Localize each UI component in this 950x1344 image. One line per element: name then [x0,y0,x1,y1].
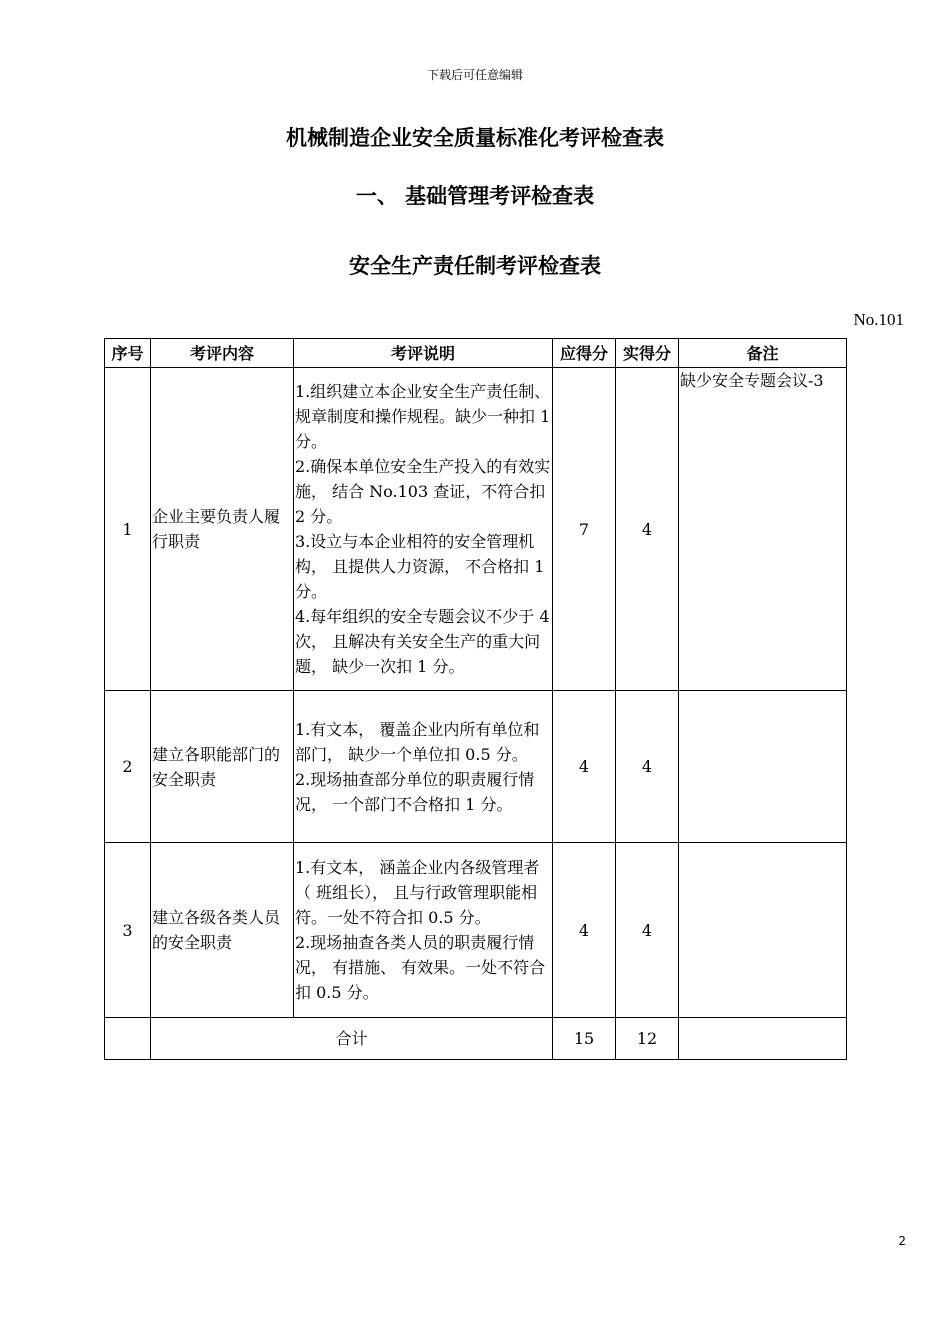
table-header-row [105,339,847,368]
desc-item: 2.现场抽查各类人员的职责履行情况， 有措施、 有效果。一处不符合扣 0.5 分。 [295,933,546,1002]
row-seq: 3 [105,843,151,1018]
row-remark: 缺少安全专题会议-3 [679,368,847,691]
table-row [105,843,847,1018]
table-row [105,368,847,691]
header-should-score: 应得分 [553,339,616,368]
header-seq: 序号 [105,339,151,368]
desc-item: 3.设立与本企业相符的安全管理机构， 且提供人力资源， 不合格扣 1 分。 [295,532,545,601]
row-should-score: 4 [553,843,616,1018]
desc-item: 2.确保本单位安全生产投入的有效实施， 结合 No.103 查证，不符合扣 2 分。 [295,457,551,526]
evaluation-table [104,338,847,1060]
total-should-score: 15 [553,1018,616,1060]
row-remark [679,843,847,1018]
row-seq: 1 [105,368,151,691]
document-number: No.101 [853,310,904,329]
table-row [105,691,847,843]
document-title: 机械制造企业安全质量标准化考评检查表 [286,126,664,150]
total-actual-score: 12 [616,1018,679,1060]
row-content: 建立各级各类人员的安全职责 [151,843,294,1018]
table-total-row [105,1018,847,1060]
row-actual-score: 4 [616,368,679,691]
row-should-score: 7 [553,368,616,691]
header-content: 考评内容 [151,339,294,368]
row-content: 建立各职能部门的安全职责 [151,691,294,843]
desc-item: 1.组织建立本企业安全生产责任制、 规章制度和操作规程。缺少一种扣 1 分。 [295,382,551,451]
page-number: 2 [898,1234,906,1248]
row-actual-score: 4 [616,691,679,843]
desc-item: 4.每年组织的安全专题会议不少于 4 次， 且解决有关安全生产的重大问题， 缺少一次扣 1 分。 [295,607,550,676]
row-desc [294,843,553,1018]
desc-item: 1.有文本， 覆盖企业内所有单位和部门， 缺少一个单位扣 0.5 分。 [295,719,540,764]
row-content: 企业主要负责人履行职责 [151,368,294,691]
table-title: 安全生产责任制考评检查表 [349,254,601,278]
header-actual-score: 实得分 [616,339,679,368]
section-title: 一、 基础管理考评检查表 [355,184,595,208]
row-remark [679,691,847,843]
header-note: 下载后可任意编辑 [426,68,523,82]
row-should-score: 4 [553,691,616,843]
total-label: 合计 [151,1018,553,1060]
header-remark: 备注 [679,339,847,368]
desc-item: 2.现场抽查部分单位的职责履行情况， 一个部门不合格扣 1 分。 [295,769,535,814]
row-desc [294,368,553,691]
total-seq-empty [105,1018,151,1060]
total-remark-empty [679,1018,847,1060]
row-desc [294,691,553,843]
row-actual-score: 4 [616,843,679,1018]
row-seq: 2 [105,691,151,843]
desc-item: 1.有文本， 涵盖企业内各级管理者（ 班组长）， 且与行政管理职能相符。一处不符合扣 0.5 分。 [295,858,540,927]
header-desc: 考评说明 [294,339,553,368]
